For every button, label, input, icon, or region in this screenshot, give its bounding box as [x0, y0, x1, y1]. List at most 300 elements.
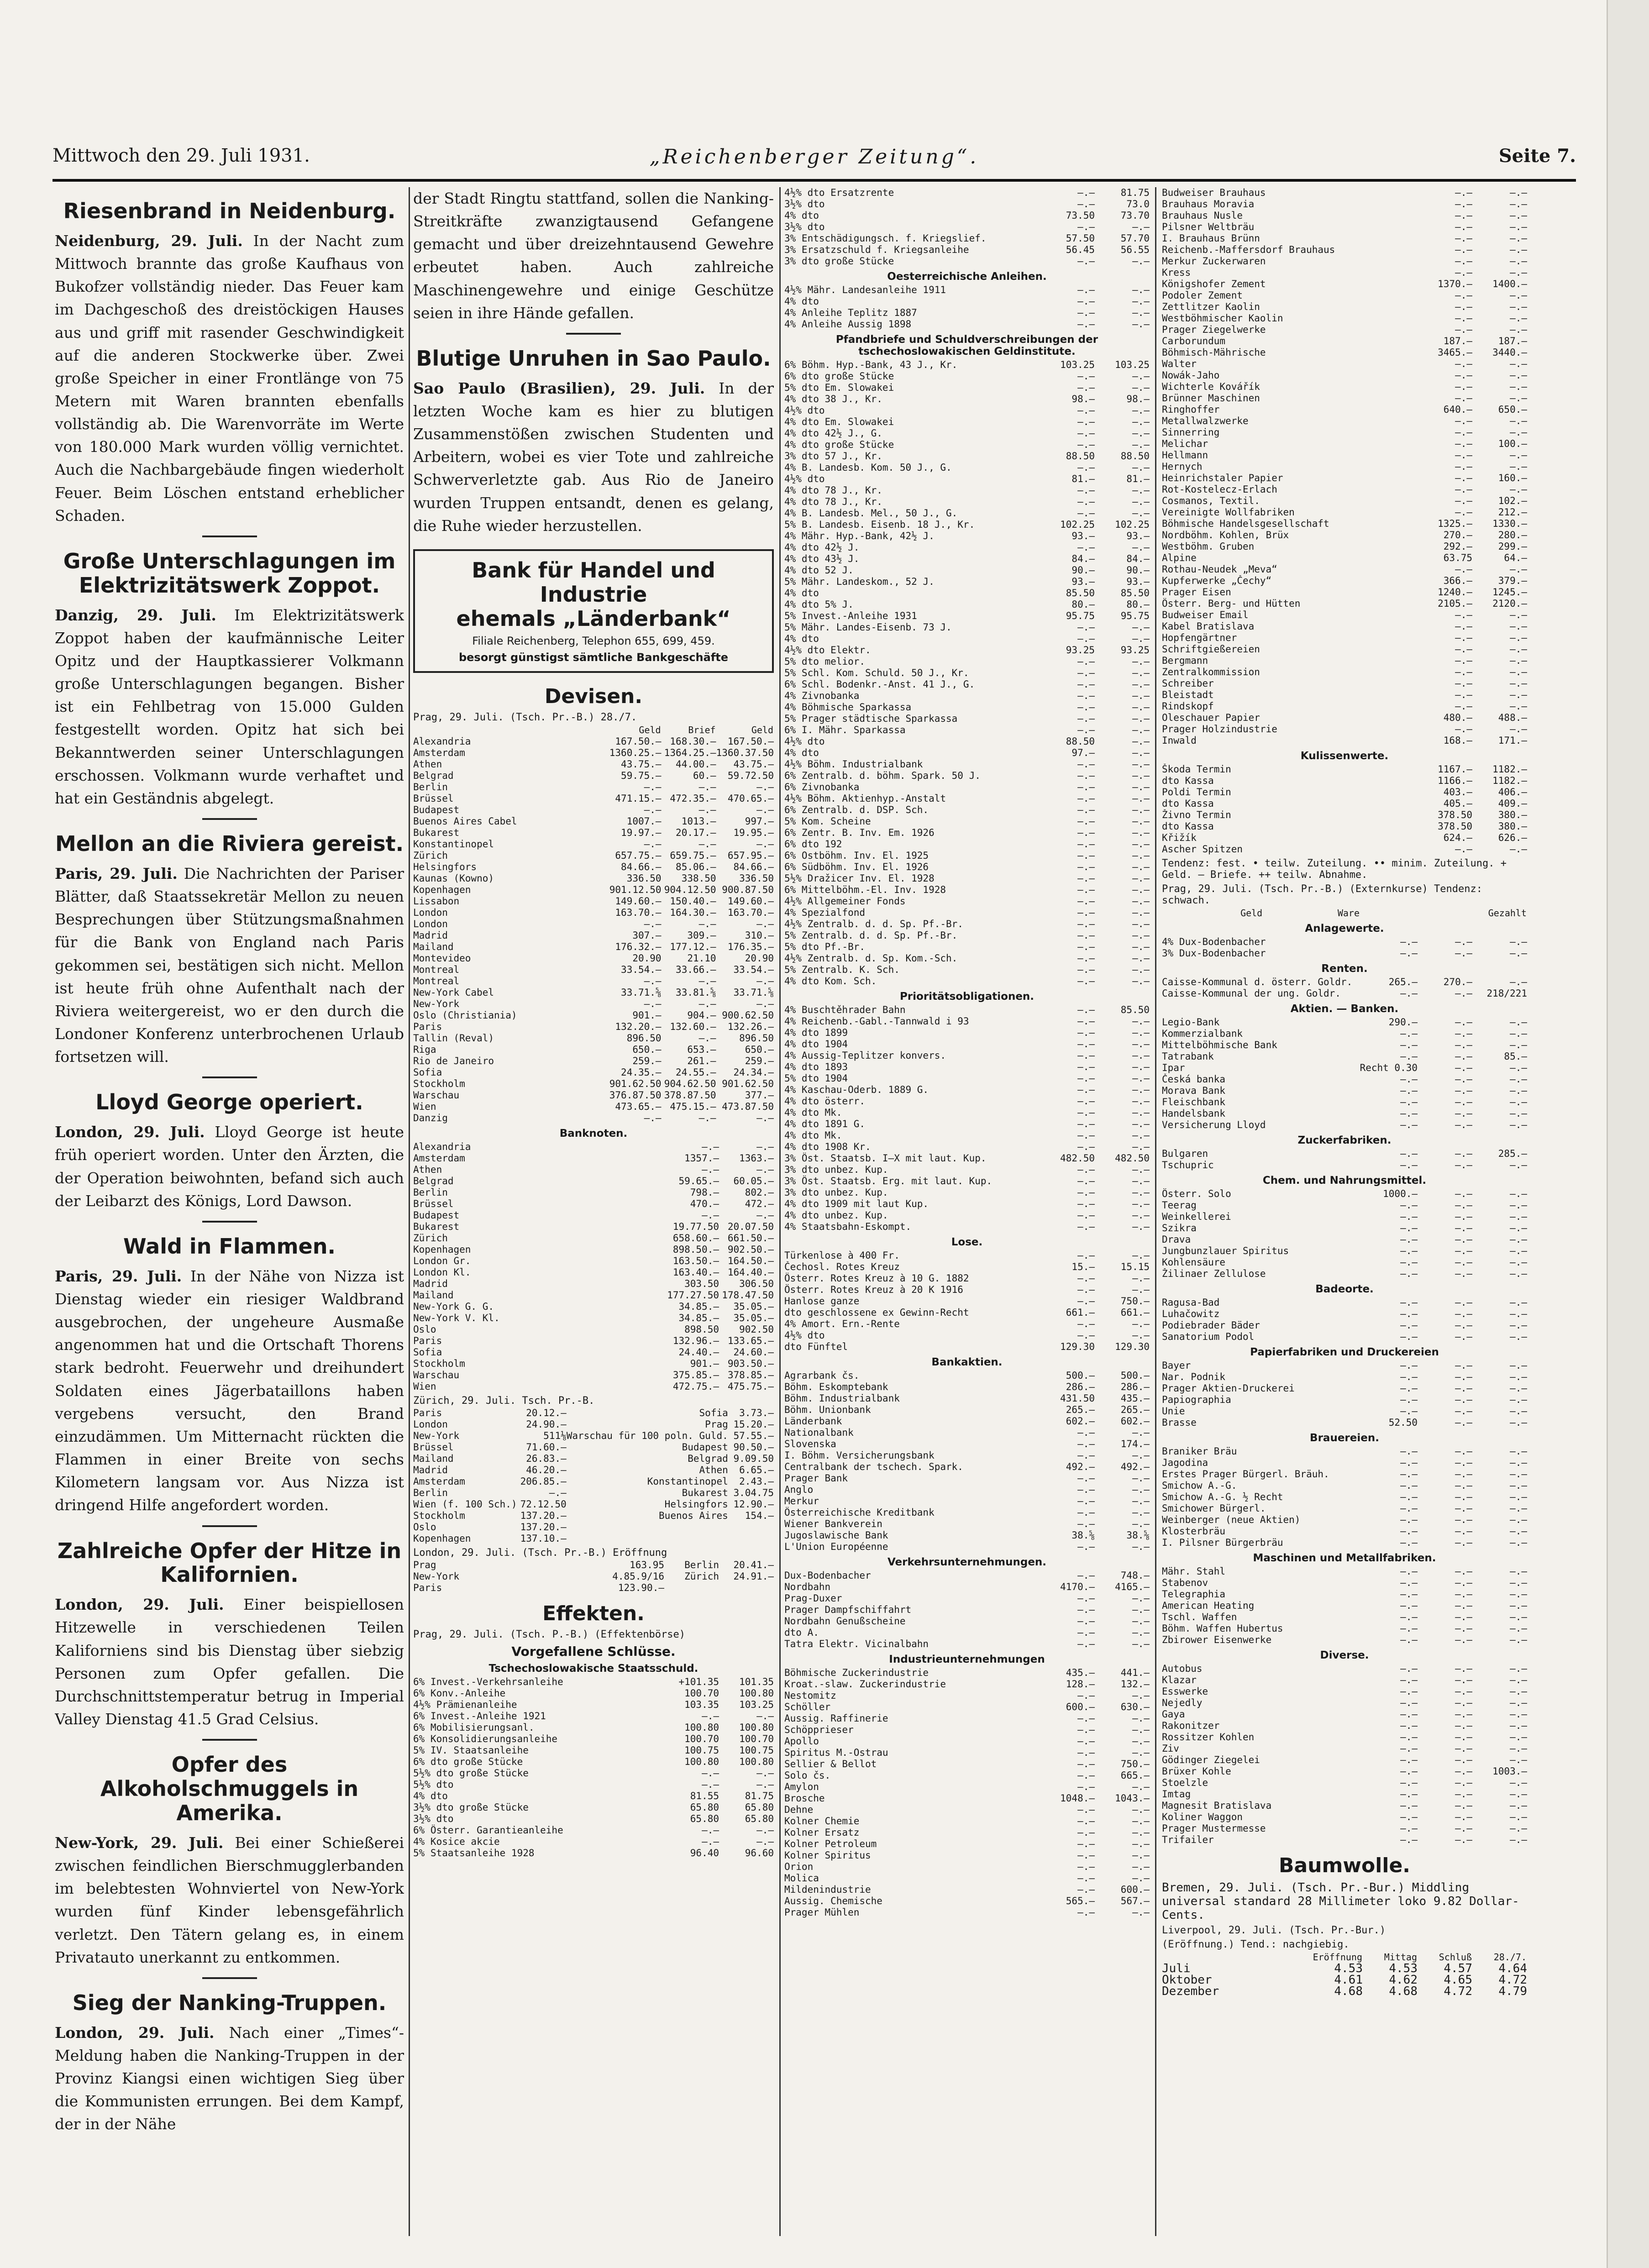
quote-name: Schöpprieser: [784, 1724, 854, 1735]
diverse-row: [1162, 1675, 1527, 1686]
quote-value: —.—: [1077, 307, 1095, 318]
oesterr-anleihen-row: [784, 296, 1150, 307]
quote-name: Ringhoffer: [1162, 404, 1220, 415]
quote-value: —.—: [1510, 461, 1527, 472]
article-continuation: [413, 187, 774, 335]
quote-value: —.—: [1132, 1850, 1150, 1861]
quote-value: Sofia: [699, 1407, 728, 1418]
quote-name: Orion: [784, 1861, 814, 1872]
quote-value: —.—: [1132, 1827, 1150, 1838]
quote-value: —.—: [1077, 416, 1095, 427]
quote-value: —.—: [1510, 1245, 1527, 1256]
quote-value: 24.34.—: [733, 1066, 774, 1078]
quote-name: dto Kassa: [1162, 775, 1214, 786]
quote-name: Böhm. Unionbank: [784, 1404, 871, 1415]
industrie-cont-row: [1162, 530, 1527, 541]
quote-value: —.—: [1455, 1675, 1472, 1685]
quote-name: dto A.: [784, 1627, 819, 1638]
pfandbriefe-row: [784, 473, 1150, 485]
quote-value: —.—: [1455, 1480, 1472, 1491]
quote-name: Buenos Aires Cabel: [413, 815, 517, 827]
quote-value: 309.—: [687, 929, 716, 941]
pfandbriefe-row: [784, 839, 1150, 850]
quote-name: 4% dto 5% J.: [784, 599, 854, 610]
quote-value: 338.50: [681, 872, 716, 884]
article-headline: Große Unterschlagungen im Elektrizitätswerk Zoppot.: [63, 548, 396, 598]
zucker-row: [1162, 1148, 1527, 1160]
quote-value: —.—: [1455, 1577, 1472, 1588]
pfandbriefe-row: [784, 850, 1150, 861]
quote-value: 4165.—: [1115, 1581, 1150, 1592]
quote-name: 5% IV. Staatsanleihe: [413, 1744, 529, 1756]
quote-value: —.—: [1455, 267, 1472, 278]
quote-value: —.—: [1510, 1108, 1527, 1119]
chemie-row: [1162, 1200, 1527, 1211]
quote-value: —.—: [1400, 1686, 1418, 1697]
industrie-row: [784, 1861, 1150, 1873]
quote-name: Nordböhm. Kohlen, Brüx: [1162, 530, 1289, 541]
industrie-cont-row: [1162, 187, 1527, 199]
industrie-cont-row: [1162, 233, 1527, 244]
quote-name: Paris: [413, 1407, 442, 1418]
quote-value: —.—: [1455, 644, 1472, 655]
quote-value: —.—: [1077, 1884, 1095, 1895]
kulissen-row: [1162, 821, 1527, 832]
quote-value: —.—: [1510, 655, 1527, 666]
quote-name: Kroat.-slaw. Zuckerindustrie: [784, 1679, 946, 1690]
kulissen-row: [1162, 764, 1527, 775]
quote-value: —.—: [1510, 187, 1527, 198]
effekten-row: [413, 1779, 774, 1790]
diverse-row: [1162, 1709, 1527, 1720]
quote-value: —.—: [1510, 1566, 1527, 1577]
quote-name: Weinkellerei: [1162, 1211, 1231, 1222]
quote-value: —.—: [1077, 1724, 1095, 1735]
quote-name: Dezember: [1162, 1986, 1219, 1997]
quote-value: —.—: [1077, 850, 1095, 861]
quote-name: 5½% dto große Stücke: [413, 1767, 529, 1779]
devisen-row: [413, 987, 774, 998]
chemie-row: [1162, 1257, 1527, 1268]
quote-value: —.—: [1132, 1496, 1150, 1507]
quote-value: 81.—: [1071, 473, 1095, 484]
quote-name: L'Union Européenne: [784, 1541, 888, 1552]
quote-value: —.—: [1132, 953, 1150, 964]
quote-name: Athen: [413, 1164, 442, 1175]
quote-name: Kolner Ersatz: [784, 1827, 860, 1838]
column-2: [413, 187, 774, 2236]
quote-value: —.—: [1077, 462, 1095, 473]
quote-value: —.—: [1510, 1743, 1527, 1754]
quote-value: 4.72: [1498, 1974, 1527, 1986]
quote-value: —.—: [1132, 633, 1150, 644]
quote-value: 270.—: [1443, 530, 1472, 541]
quote-value: 4.53: [1334, 1963, 1363, 1974]
quote-value: —.—: [1510, 1697, 1527, 1708]
quote-value: —.—: [1400, 1160, 1418, 1171]
industrie-cont-row: [1162, 301, 1527, 313]
prioritaeten-row: [784, 1130, 1150, 1141]
quote-name: Mailand: [413, 1453, 454, 1464]
quote-value: —.—: [702, 1779, 719, 1790]
quote-name: 6% Konv.-Anleihe: [413, 1687, 506, 1699]
quote-value: 100.70: [684, 1733, 719, 1744]
quote-value: —.—: [1510, 1612, 1527, 1622]
quote-value: —.—: [1132, 1118, 1150, 1129]
pfandbriefe-row: [784, 976, 1150, 987]
quote-value: —.—: [1455, 678, 1472, 689]
quote-value: [719, 1582, 774, 1594]
quote-value: —.—: [1077, 976, 1095, 987]
quote-value: —.—: [1400, 1600, 1418, 1611]
quote-value: —.—: [644, 838, 662, 850]
zuerich-row: [413, 1430, 774, 1442]
section-heading: Zuckerfabriken.: [1297, 1134, 1392, 1146]
bank-advertisement: [413, 549, 774, 673]
quote-value: 150.40.—: [670, 895, 716, 907]
quote-name: 4% B. Landesb. Mel., 50 J., G.: [784, 508, 958, 519]
quote-value: 20.41.—: [733, 1559, 774, 1570]
quote-value: —.—: [1132, 827, 1150, 838]
banknoten-table: [413, 1141, 774, 1392]
quote-value: —.—: [1077, 827, 1095, 838]
quote-name: 4% Reichenb.-Gabl.-Tannwald i 93: [784, 1016, 969, 1027]
quote-value: —.—: [1400, 1383, 1418, 1394]
quote-value: 2.43.—: [739, 1475, 774, 1487]
quote-value: —.—: [644, 975, 662, 987]
quote-name: Fleischbank: [1162, 1097, 1226, 1108]
pfandbriefe-row: [784, 542, 1150, 553]
quote-value: —.—: [1077, 873, 1095, 884]
quote-value: —.—: [702, 1710, 719, 1722]
quote-name: Hellmann: [1162, 450, 1208, 461]
article-text: [55, 1832, 404, 1969]
quote-value: —.—: [1455, 1834, 1472, 1845]
quote-name: 4% Staatsbahn-Eskompt.: [784, 1221, 912, 1232]
quote-value: 471.15.—: [615, 793, 662, 804]
prioritaeten-row: [784, 1084, 1150, 1096]
quote-value: —.—: [1455, 1634, 1472, 1645]
quote-value: —.—: [1510, 724, 1527, 735]
quote-value: 292.—: [1443, 541, 1472, 552]
ad-slogan: besorgt günstigst sämtliche Bankgeschäfte: [458, 651, 729, 664]
pfandbriefe-row: [784, 462, 1150, 473]
quote-value: —.—: [1132, 416, 1150, 427]
bankaktien-row: [784, 1473, 1150, 1484]
industrie-row: [784, 1713, 1150, 1724]
quote-value: —.—: [1077, 679, 1095, 690]
quote-name: Oktober: [1162, 1974, 1212, 1986]
quote-value: —.—: [1510, 564, 1527, 575]
quote-value: —.—: [1077, 1804, 1095, 1815]
banknoten-row: [413, 1324, 774, 1335]
quote-value: —.—: [1400, 1834, 1418, 1845]
quote-value: 38.⅝: [1126, 1530, 1150, 1541]
industrie-cont-row: [1162, 701, 1527, 712]
quote-name: Živno Termin: [1162, 809, 1231, 820]
lose-row: [784, 1250, 1150, 1261]
quote-value: 85.50: [1066, 588, 1095, 598]
quote-value: 1013.—: [681, 815, 716, 827]
industrie-row: [784, 1667, 1150, 1679]
quote-value: —.—: [1400, 948, 1418, 959]
quote-value: 624.—: [1443, 832, 1472, 843]
quote-value: —.—: [1077, 1759, 1095, 1769]
industrie-cont-row: [1162, 347, 1527, 358]
quote-value: —.—: [1077, 930, 1095, 941]
quote-name: 3% Ersatzschuld f. Kriegsanleihe: [784, 244, 969, 255]
quote-name: Klosterbräu: [1162, 1526, 1226, 1537]
quote-value: +101.35: [678, 1676, 719, 1687]
pfandbriefe-row: [784, 747, 1150, 759]
diverse-table: [1162, 1663, 1527, 1846]
quote-value: 164.30.—: [670, 907, 716, 918]
brauereien-row: [1162, 1526, 1527, 1537]
prioritaeten-row: [784, 1096, 1150, 1107]
pfandbriefe-row: [784, 793, 1150, 804]
quote-value: —.—: [1132, 747, 1150, 758]
quote-name: Juli: [1162, 1963, 1191, 1974]
quote-name: Bayer: [1162, 1360, 1191, 1371]
article-text: [55, 862, 404, 1068]
quote-value: —.—: [1455, 1200, 1472, 1211]
brauereien-row: [1162, 1457, 1527, 1469]
quote-value: —.—: [1455, 1743, 1472, 1754]
effekten-row: [413, 1711, 774, 1722]
quote-name: Rindskopf: [1162, 701, 1214, 712]
quote-name: Montevideo: [413, 952, 471, 964]
quote-value: 15.20.—: [733, 1418, 774, 1430]
quote-value: —.—: [756, 1112, 774, 1124]
lose-table: [784, 1250, 1150, 1353]
staatsschuld-table: [784, 187, 1150, 267]
quote-value: —.—: [1510, 1732, 1527, 1743]
section-heading: Oesterreichische Anleihen.: [887, 271, 1047, 283]
quote-value: —.—: [1455, 438, 1472, 449]
devisen-row: [413, 1010, 774, 1021]
article-separator: [202, 1525, 257, 1527]
quote-value: —.—: [1077, 187, 1095, 198]
quote-value: —.—: [1132, 1724, 1150, 1735]
banknoten-row: [413, 1290, 774, 1301]
bankaktien-row: [784, 1438, 1150, 1450]
quote-value: 71.60.—: [526, 1441, 567, 1453]
quote-value: —.—: [1510, 301, 1527, 312]
quote-name: Kolner Petroleum: [784, 1838, 877, 1849]
quote-value: 57.70: [1120, 233, 1150, 244]
article-text: [55, 1265, 404, 1517]
newspaper-title: „Reichenberger Zeitung“.: [649, 145, 979, 168]
papier-row: [1162, 1417, 1527, 1428]
industrie-row: [784, 1907, 1150, 1918]
quote-value: —.—: [1132, 1484, 1150, 1495]
quote-value: 896.50: [626, 1032, 662, 1044]
prioritaeten-row: [784, 1050, 1150, 1061]
quote-value: —.—: [1510, 244, 1527, 255]
quote-name: 3½% dto große Stücke: [413, 1801, 529, 1813]
quote-value: 85.50: [1120, 588, 1150, 598]
quote-value: 1370.—: [1438, 278, 1472, 289]
pfandbriefe-row: [784, 633, 1150, 645]
quote-value: —.—: [1510, 1834, 1527, 1845]
quote-name: Pilsner Weltbräu: [1162, 221, 1255, 232]
quote-value: 33.71.⅝: [733, 987, 774, 998]
quote-value: —.—: [1132, 1838, 1150, 1849]
quote-name: Mailand: [413, 1289, 454, 1301]
quote-name: Madrid: [413, 929, 448, 941]
quote-name: dto geschlossene ex Gewinn-Recht: [784, 1307, 969, 1318]
quote-value: —.—: [1132, 1073, 1150, 1084]
quote-value: [728, 1522, 774, 1533]
lose-row: [784, 1284, 1150, 1296]
quote-value: —.—: [1132, 1273, 1150, 1284]
quote-name: 5% Staatsanleihe 1928: [413, 1847, 535, 1858]
article-text: [55, 1593, 404, 1731]
quote-value: —.—: [756, 1710, 774, 1722]
quote-value: —.—: [1510, 689, 1527, 700]
quote-value: —.—: [644, 804, 662, 815]
staatsschuld-row: [784, 233, 1150, 244]
quote-value: 33.71.⅝: [621, 987, 662, 998]
quote-name: Ragusa-Bad: [1162, 1297, 1220, 1308]
quote-value: 206.85.—: [520, 1475, 567, 1487]
quote-value: —.—: [1077, 816, 1095, 827]
quote-name: Sellier & Bellot: [784, 1759, 877, 1769]
quote-value: 88.50: [1120, 451, 1150, 462]
devisen-subtitle: Prag, 29. Juli. (Tsch. Pr.-B.) 28./7.: [413, 711, 637, 723]
quote-name: Böhmische Zuckerindustrie: [784, 1667, 929, 1678]
devisen-row: [413, 827, 774, 839]
quote-value: 218/221: [1486, 988, 1527, 999]
quote-name: Tatra Elektr. Vicinalbahn: [784, 1638, 929, 1649]
industrie-row: [784, 1690, 1150, 1701]
quote-name: 6% Zentralb. d. DSP. Sch.: [784, 804, 929, 815]
quote-value: 661.—: [1120, 1307, 1150, 1318]
quote-name: 4% dto 42½ J.: [784, 542, 860, 553]
quote-value: —.—: [1510, 632, 1527, 643]
quote-name: Hernych: [1162, 461, 1203, 472]
quote-value: 164.50.—: [727, 1255, 774, 1266]
quote-value: 1182.—: [1492, 775, 1527, 786]
quote-value: —.—: [1455, 1119, 1472, 1130]
article-separator: [566, 333, 621, 335]
bankaktien-row: [784, 1507, 1150, 1518]
pfandbriefe-row: [784, 884, 1150, 896]
devisen-row: [413, 884, 774, 896]
bankaktien-row: [784, 1484, 1150, 1496]
quote-name: 4% dto Kom. Sch.: [784, 976, 877, 987]
quote-value: —.—: [1077, 1570, 1095, 1581]
quote-value: 901.—: [632, 1009, 662, 1021]
article-text: der Stadt Ringtu stattfand, sollen die Nanking-Streitkräfte zwanzigtausend Gefangene gemacht und über dreizehntausend Gewehre erbeutet haben. Auch zahlreiche Maschinengewehre und einige Geschütze seien in ihre Hände gefallen.: [413, 189, 774, 322]
quote-value: —.—: [702, 1767, 719, 1779]
oesterr-anleihen-row: [784, 307, 1150, 319]
quote-name: 5% Mähr. Landeskom., 52 J.: [784, 576, 935, 587]
column-header: Geld: [639, 724, 661, 735]
quote-name: Nationalbank: [784, 1427, 854, 1438]
quote-name: Lissabon: [413, 895, 460, 907]
zuerich-row: [413, 1453, 774, 1465]
quote-value: —.—: [1132, 1016, 1150, 1027]
quote-name: Aussig. Chemische: [784, 1895, 882, 1906]
quote-name: London: [413, 907, 448, 918]
prioritaeten-row: [784, 1039, 1150, 1050]
quote-value: —.—: [1132, 941, 1150, 952]
quote-value: —.—: [1400, 1800, 1418, 1811]
quote-value: —.—: [1132, 1107, 1150, 1118]
quote-name: Brasse: [1162, 1417, 1197, 1428]
quote-name: Metallwalzwerke: [1162, 415, 1249, 426]
quote-name: Wichterle Kovářík: [1162, 381, 1260, 392]
quote-name: 4% dto 52 J.: [784, 565, 854, 576]
quote-name: Nar. Podnik: [1162, 1371, 1226, 1382]
chemie-table: [1162, 1188, 1527, 1280]
quote-value: 435.—: [1066, 1667, 1095, 1678]
section-heading: Anlagewerte.: [1305, 923, 1384, 934]
effekten-heading: Effekten.: [542, 1601, 645, 1625]
quote-name: 4% Böhmische Sparkassa: [784, 702, 912, 713]
quote-name: Zentralkommission: [1162, 667, 1260, 677]
quote-value: —.—: [1510, 1406, 1527, 1417]
quote-value: 132.26.—: [727, 1021, 774, 1032]
quote-value: 33.54.—: [733, 964, 774, 975]
quote-value: —.—: [1132, 221, 1150, 232]
quote-value: —.—: [1077, 1438, 1095, 1449]
quote-name: 4% dto: [784, 588, 819, 598]
industrie-cont-row: [1162, 564, 1527, 575]
quote-value: —.—: [1455, 1514, 1472, 1525]
devisen-row: [413, 953, 774, 964]
quote-value: 102.25: [1060, 519, 1095, 530]
quote-name: Sinnerring: [1162, 427, 1220, 438]
quote-value: —.—: [1077, 1284, 1095, 1295]
quote-name: Stockholm: [413, 1078, 465, 1089]
quote-name: Stoelzle: [1162, 1777, 1208, 1788]
chemie-row: [1162, 1188, 1527, 1200]
quote-value: 472.75.—: [672, 1381, 719, 1392]
quote-value: —.—: [1077, 1004, 1095, 1015]
quote-value: —.—: [702, 1141, 719, 1152]
quote-value: —.—: [1132, 1627, 1150, 1638]
quote-value: 310.—: [745, 929, 774, 941]
pfandbriefe-row: [784, 530, 1150, 542]
quote-name: Sofia: [413, 1066, 442, 1078]
anlagewerte-row: [1162, 948, 1527, 959]
article-text: [55, 604, 404, 810]
quote-value: —.—: [1132, 1027, 1150, 1038]
anlagewerte-table: [1162, 936, 1527, 959]
quote-value: —.—: [1077, 1747, 1095, 1758]
quote-name: Smichower Bürgerl.: [1162, 1503, 1266, 1514]
effekten-row: [413, 1733, 774, 1745]
papier-row: [1162, 1406, 1527, 1417]
quote-name: 6% Invest.-Anleihe 1921: [413, 1710, 546, 1722]
quote-name: Dux-Bodenbacher: [784, 1570, 871, 1581]
quote-value: 95.75: [1066, 610, 1095, 621]
dateline: Neidenburg, 29. Juli.: [55, 231, 243, 250]
quote-value: 307.—: [632, 929, 662, 941]
page-edge: [1607, 0, 1649, 2268]
quote-name: 3½% dto: [784, 199, 825, 210]
quote-name: Madrid: [413, 1464, 448, 1475]
quote-name: Zettlitzer Kaolin: [1162, 301, 1260, 312]
industrie-cont-row: [1162, 427, 1527, 438]
quote-value: Athen: [699, 1464, 728, 1475]
quote-value: —.—: [1455, 1223, 1472, 1234]
quote-value: —.—: [1132, 1518, 1150, 1529]
quote-value: —.—: [1132, 1187, 1150, 1198]
quote-value: 98.—: [1126, 394, 1150, 404]
